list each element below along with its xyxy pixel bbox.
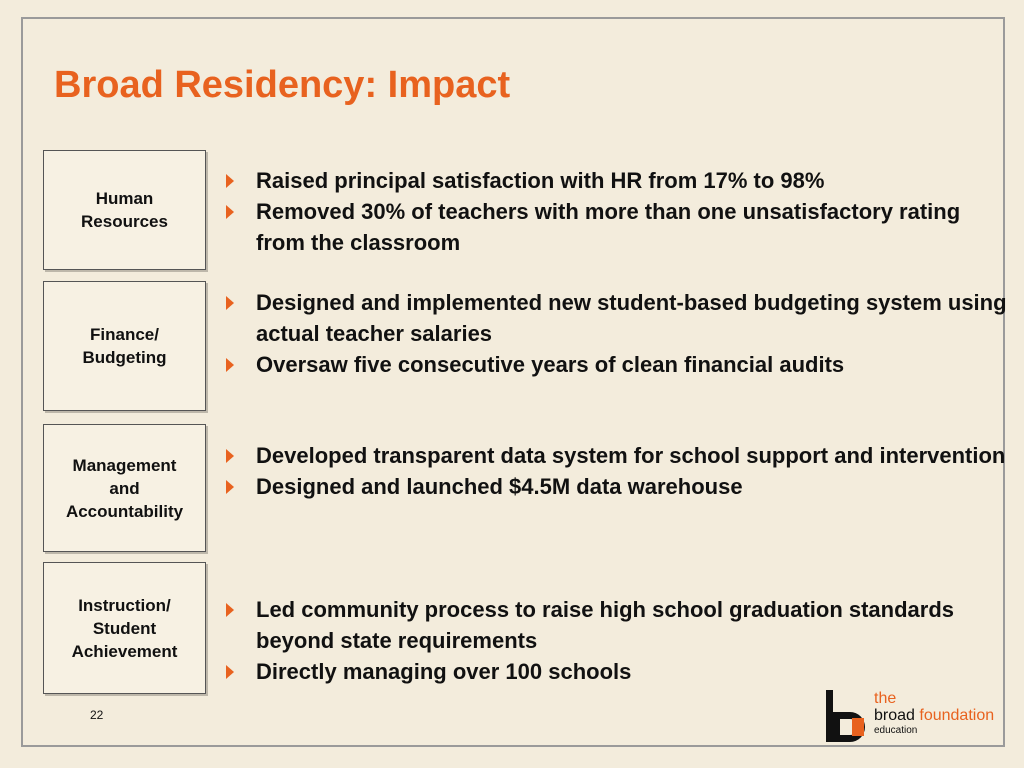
bullet-text: Designed and implemented new student-based budgeting system using actual teacher salaries [256,290,1007,346]
bullet-item [222,471,1012,502]
logo-text-education: education [874,725,918,736]
bullet-item [222,440,1012,471]
bullet-list-instruction-achievement [222,594,1012,687]
category-box-instruction-achievement: Instruction/ Student Achievement [43,562,206,694]
bullet-text: Led community process to raise high school graduation standards beyond state requirements [256,597,955,653]
bullet-arrow-icon [226,603,234,617]
slide-title: Broad Residency: Impact [54,64,511,106]
bullet-text: Designed and launched $4.5M data warehouse [256,474,743,499]
bullet-arrow-icon [226,480,234,494]
bullet-arrow-icon [226,665,234,679]
category-box-human-resources: Human Resources [43,150,206,270]
bullet-text: Oversaw five consecutive years of clean financial audits [256,352,845,377]
page-number: 22 [90,708,104,722]
bullet-item [222,165,1012,196]
logo-text-foundation: foundation [919,707,995,724]
bullet-arrow-icon [226,174,234,188]
broad-logo-mark-icon [826,690,866,742]
bullet-text: Developed transparent data system for school support and intervention [256,443,1006,468]
logo-wordmark [874,690,994,738]
bullet-list-human-resources [222,165,1012,258]
logo-text-broad: broad [874,707,915,724]
bullet-item [222,196,1012,258]
bullet-text: Directly managing over 100 schools [256,659,632,684]
category-box-finance-budgeting: Finance/ Budgeting [43,281,206,411]
broad-foundation-logo [826,690,1006,742]
logo-text-the: the [874,690,897,707]
bullet-item [222,656,1012,687]
bullet-list-finance-budgeting [222,287,1012,380]
logo-text-line2 [874,707,994,724]
bullet-arrow-icon [226,449,234,463]
category-box-management-accountability: Management and Accountability [43,424,206,552]
bullet-text: Raised principal satisfaction with HR from 17% to 98% [256,168,825,193]
bullet-arrow-icon [226,205,234,219]
bullet-item [222,287,1012,349]
bullet-arrow-icon [226,296,234,310]
bullet-item [222,349,1012,380]
bullet-list-management-accountability [222,440,1012,502]
bullet-arrow-icon [226,358,234,372]
bullet-text: Removed 30% of teachers with more than one unsatisfactory rating from the classroom [256,199,961,255]
bullet-item [222,594,1012,656]
